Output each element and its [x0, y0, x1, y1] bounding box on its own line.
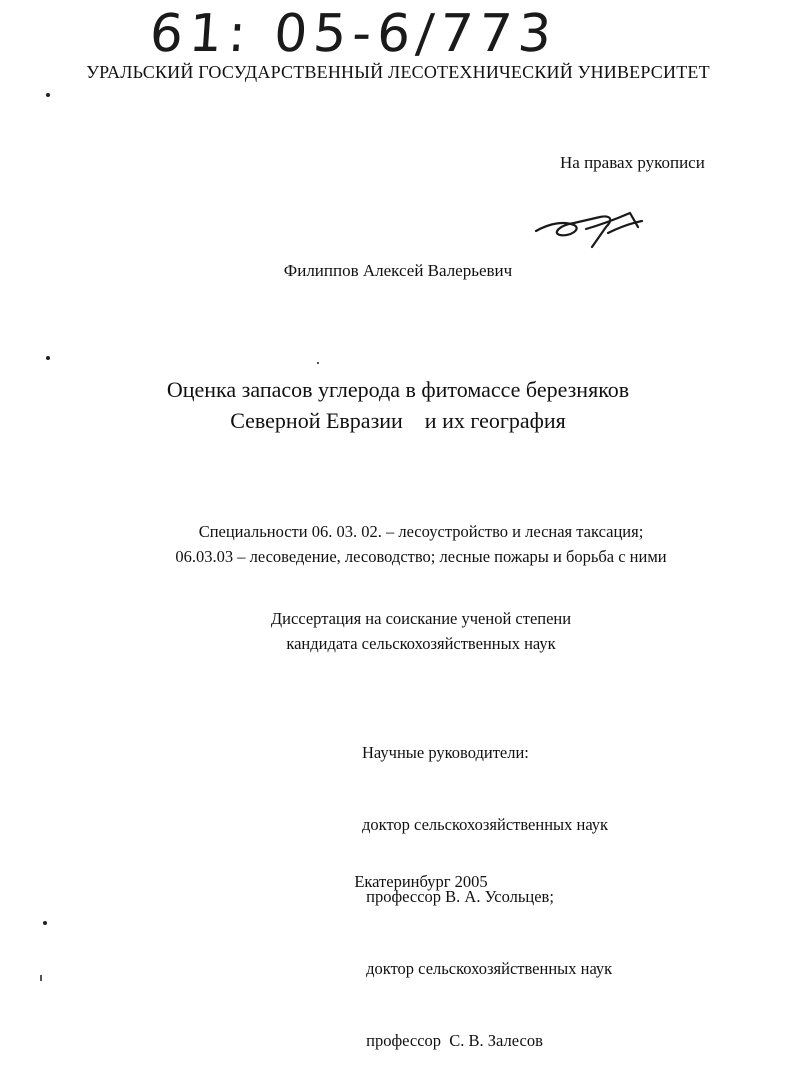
specialty-line-2: 06.03.03 – лесоведение, лесоводство; лесные пожары и борьба с ними: [175, 547, 667, 566]
degree-line-1: Диссертация на соискание ученой степени: [270, 609, 572, 628]
specialty-line-1: Специальности 06. 03. 02. – лесоустройство и лесная таксация;: [198, 522, 644, 541]
handwritten-catalog-number: 61: 05-6/773: [147, 4, 560, 64]
supervisor-line-4: профессор С. В. Залесов: [362, 1031, 543, 1050]
dissertation-title: [0, 374, 796, 436]
dissertation-degree-block: [0, 606, 796, 656]
author-name: Филиппов Алексей Валерьевич: [283, 261, 513, 280]
title-line-2: Северной Евразии и их география: [230, 408, 566, 433]
scan-speck: [317, 362, 319, 364]
specialty-block: [0, 519, 796, 569]
scan-dot: [46, 356, 50, 360]
degree-line-2: кандидата сельскохозяйственных наук: [286, 634, 556, 653]
city-year: Екатеринбург 2005: [354, 872, 488, 891]
scan-dot: [46, 93, 50, 97]
manuscript-rights-note: На правах рукописи: [560, 153, 705, 172]
scan-speck: [40, 975, 42, 981]
supervisor-line-1: доктор сельскохозяйственных наук: [362, 815, 609, 834]
supervisor-line-2: профессор В. А. Усольцев;: [362, 887, 554, 906]
university-name: УРАЛЬСКИЙ ГОСУДАРСТВЕННЫЙ ЛЕСОТЕХНИЧЕСКИЙ УНИВЕРСИТЕТ: [86, 62, 710, 82]
supervisor-line-3: доктор сельскохозяйственных наук: [362, 959, 613, 978]
supervisors-heading: Научные руководители:: [362, 743, 529, 762]
signature-icon: [530, 203, 650, 253]
scan-dot: [43, 921, 47, 925]
title-line-1: Оценка запасов углерода в фитомассе березняков: [166, 377, 630, 402]
